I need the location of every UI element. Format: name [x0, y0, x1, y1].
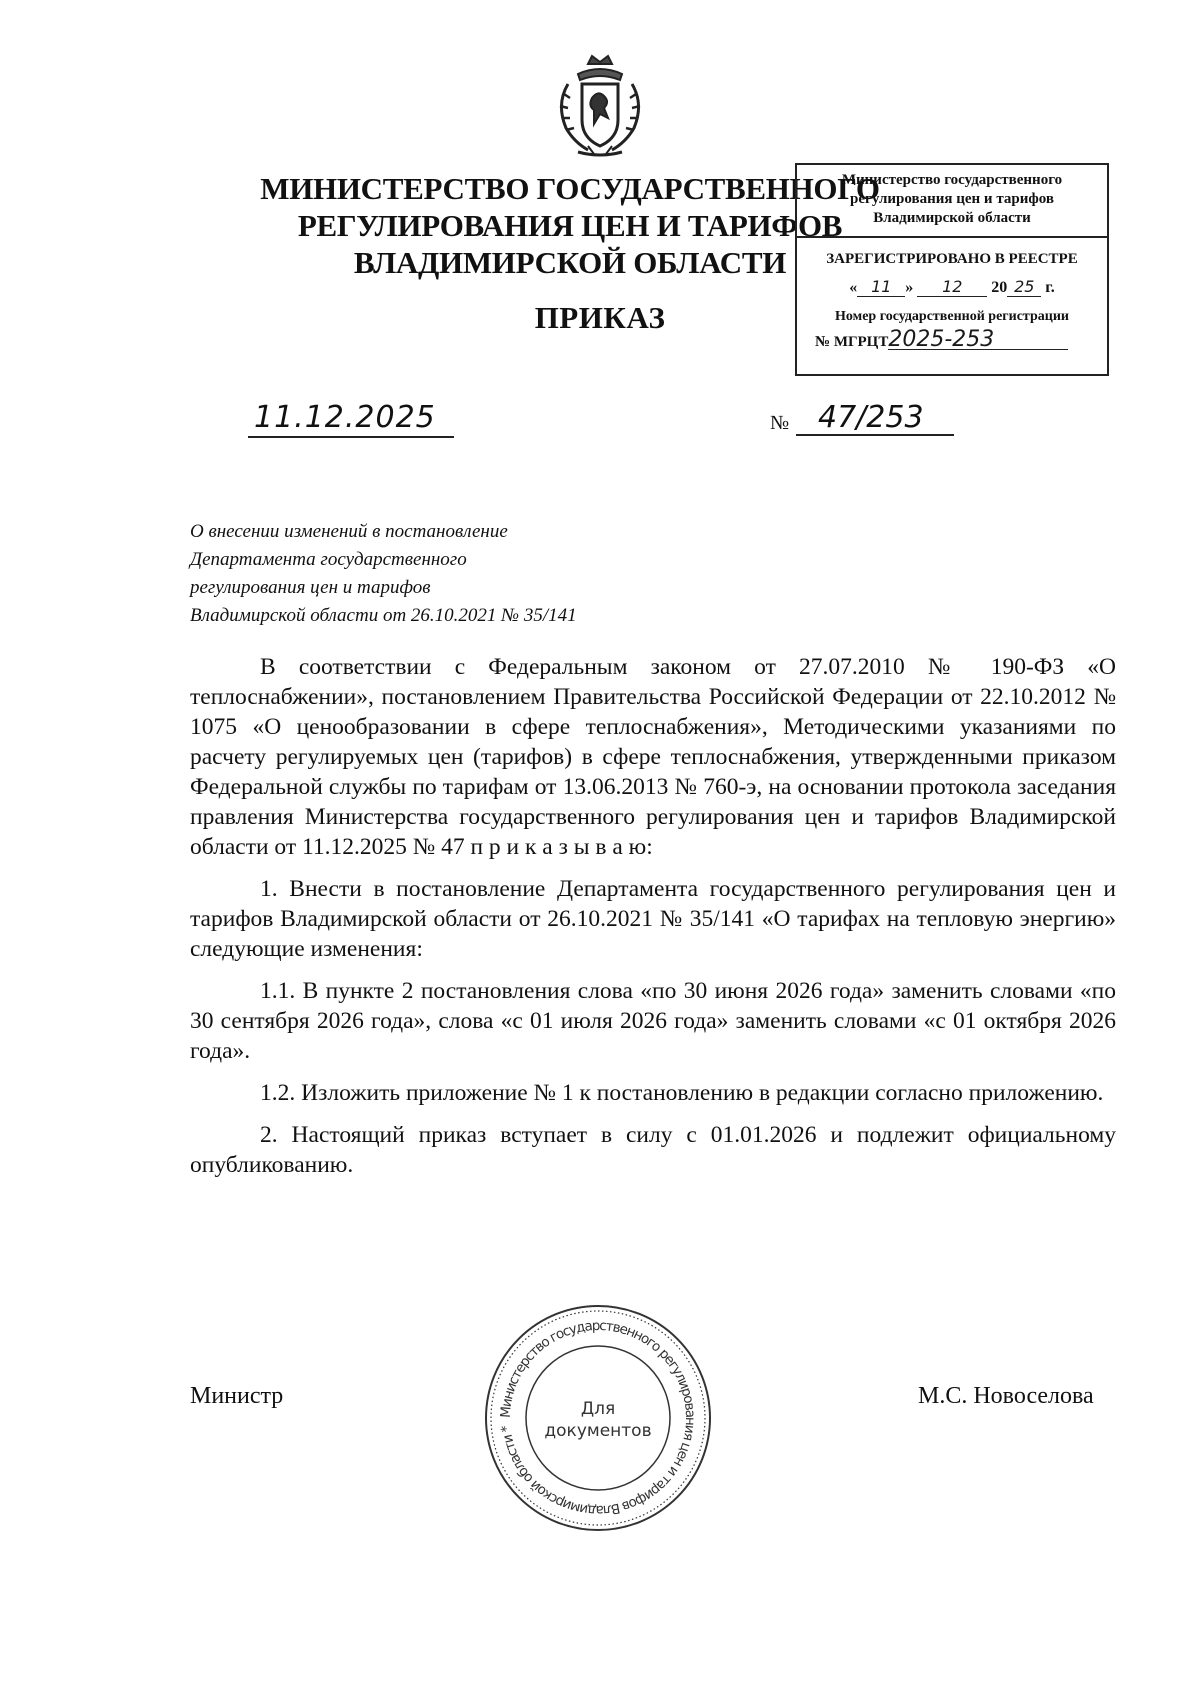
- seal-center-line: документов: [544, 1421, 652, 1441]
- signatory-role: Министр: [190, 1383, 284, 1409]
- body-preamble: [190, 652, 1116, 862]
- coat-of-arms-icon: [548, 54, 652, 160]
- subject-line: Владимирской области от 26.10.2021 № 35/141: [190, 605, 577, 626]
- stamp-header: [797, 165, 1107, 238]
- stamp-day: 11: [857, 277, 905, 297]
- order-date: 11.12.2025: [248, 400, 454, 438]
- order-number-sign: №: [770, 412, 790, 434]
- order-title: ПРИКАЗ: [534, 300, 666, 335]
- stamp-number-label: Номер государственной регистрации: [835, 309, 1069, 324]
- ministry-title: [250, 170, 890, 281]
- body-item-2: 2. Настоящий приказ вступает в силу с 01.01.2026 и подлежит официальному опубликованию.: [190, 1122, 1116, 1178]
- subject-line: О внесении изменений в постановление: [190, 521, 508, 542]
- subject-line: Департамента государственного: [190, 549, 467, 570]
- official-seal: [482, 1302, 714, 1534]
- subject-line: регулирования цен и тарифов: [190, 577, 431, 598]
- preamble-text: В соответствии с Федеральным законом от 27.07.2010 № 190-ФЗ «О теплоснабжении», постановлением Правительства Российской Федерации от 22.10.2012 № 1075 «О ценообразовании в сфере теплоснабжения», Методическими указаниями по расчету регулируемых цен (тарифов) в сфере теплоснабжения, утвержденными приказом Федеральной службы по тарифам от 13.06.2013 № 760-э, на основании протокола заседания правления Министерства государственного регулирования цен и тарифов Владимирской области от 11.12.2025 № 47: [190, 654, 1116, 860]
- order-subject: [190, 518, 710, 630]
- seal-ring-text: Министерство государственного регулирования цен и тарифов Владимирской области *: [497, 1317, 699, 1519]
- stamp-date-line: « 11 » 12 20 25 г.: [849, 277, 1055, 296]
- registration-stamp: [795, 163, 1109, 376]
- stamp-header-line: Министерство государственного: [841, 172, 1063, 188]
- order-number: 47/253: [796, 400, 954, 436]
- ministry-title-line: РЕГУЛИРОВАНИЯ ЦЕН И ТАРИФОВ: [297, 208, 843, 243]
- order-body: [190, 652, 1116, 1192]
- body-item-1: 1. Внести в постановление Департамента государственного регулирования цен и тарифов Владимирской области от 26.10.2021 № 35/141 «О тарифах на тепловую энергию» следующие изменения:: [190, 876, 1116, 962]
- stamp-year-unit: г.: [1045, 279, 1055, 296]
- body-item-1-1: 1.1. В пункте 2 постановления слова «по 30 июня 2026 года» заменить словами «по 30 сентября 2026 года», слова «с 01 июля 2026 года» заменить словами «с 01 октября 2026 года».: [190, 978, 1116, 1064]
- stamp-number-line: [797, 327, 1107, 352]
- stamp-year-prefix: 20: [991, 279, 1008, 296]
- body-item-1-2: 1.2. Изложить приложение № 1 к постановлению в редакции согласно приложению.: [260, 1080, 1104, 1106]
- stamp-number-value: 2025-253: [888, 330, 1068, 350]
- stamp-header-line: Владимирской области: [873, 210, 1031, 226]
- stamp-number-prefix: № МГРЦТ: [815, 334, 889, 350]
- seal-center-line: Для: [580, 1399, 616, 1419]
- stamp-month: 12: [917, 277, 987, 297]
- preamble-verb: п р и к а з ы в а ю:: [470, 834, 653, 860]
- stamp-registered-label: ЗАРЕГИСТРИРОВАНО В РЕЕСТРЕ: [826, 251, 1078, 267]
- signatory-name: М.С. Новоселова: [918, 1383, 1094, 1409]
- stamp-year-suffix: 25: [1007, 277, 1041, 297]
- stamp-header-line: регулирования цен и тарифов: [850, 191, 1054, 207]
- ministry-title-line: ВЛАДИМИРСКОЙ ОБЛАСТИ: [353, 245, 787, 280]
- ministry-title-line: МИНИСТЕРСТВО ГОСУДАРСТВЕННОГО: [260, 171, 880, 206]
